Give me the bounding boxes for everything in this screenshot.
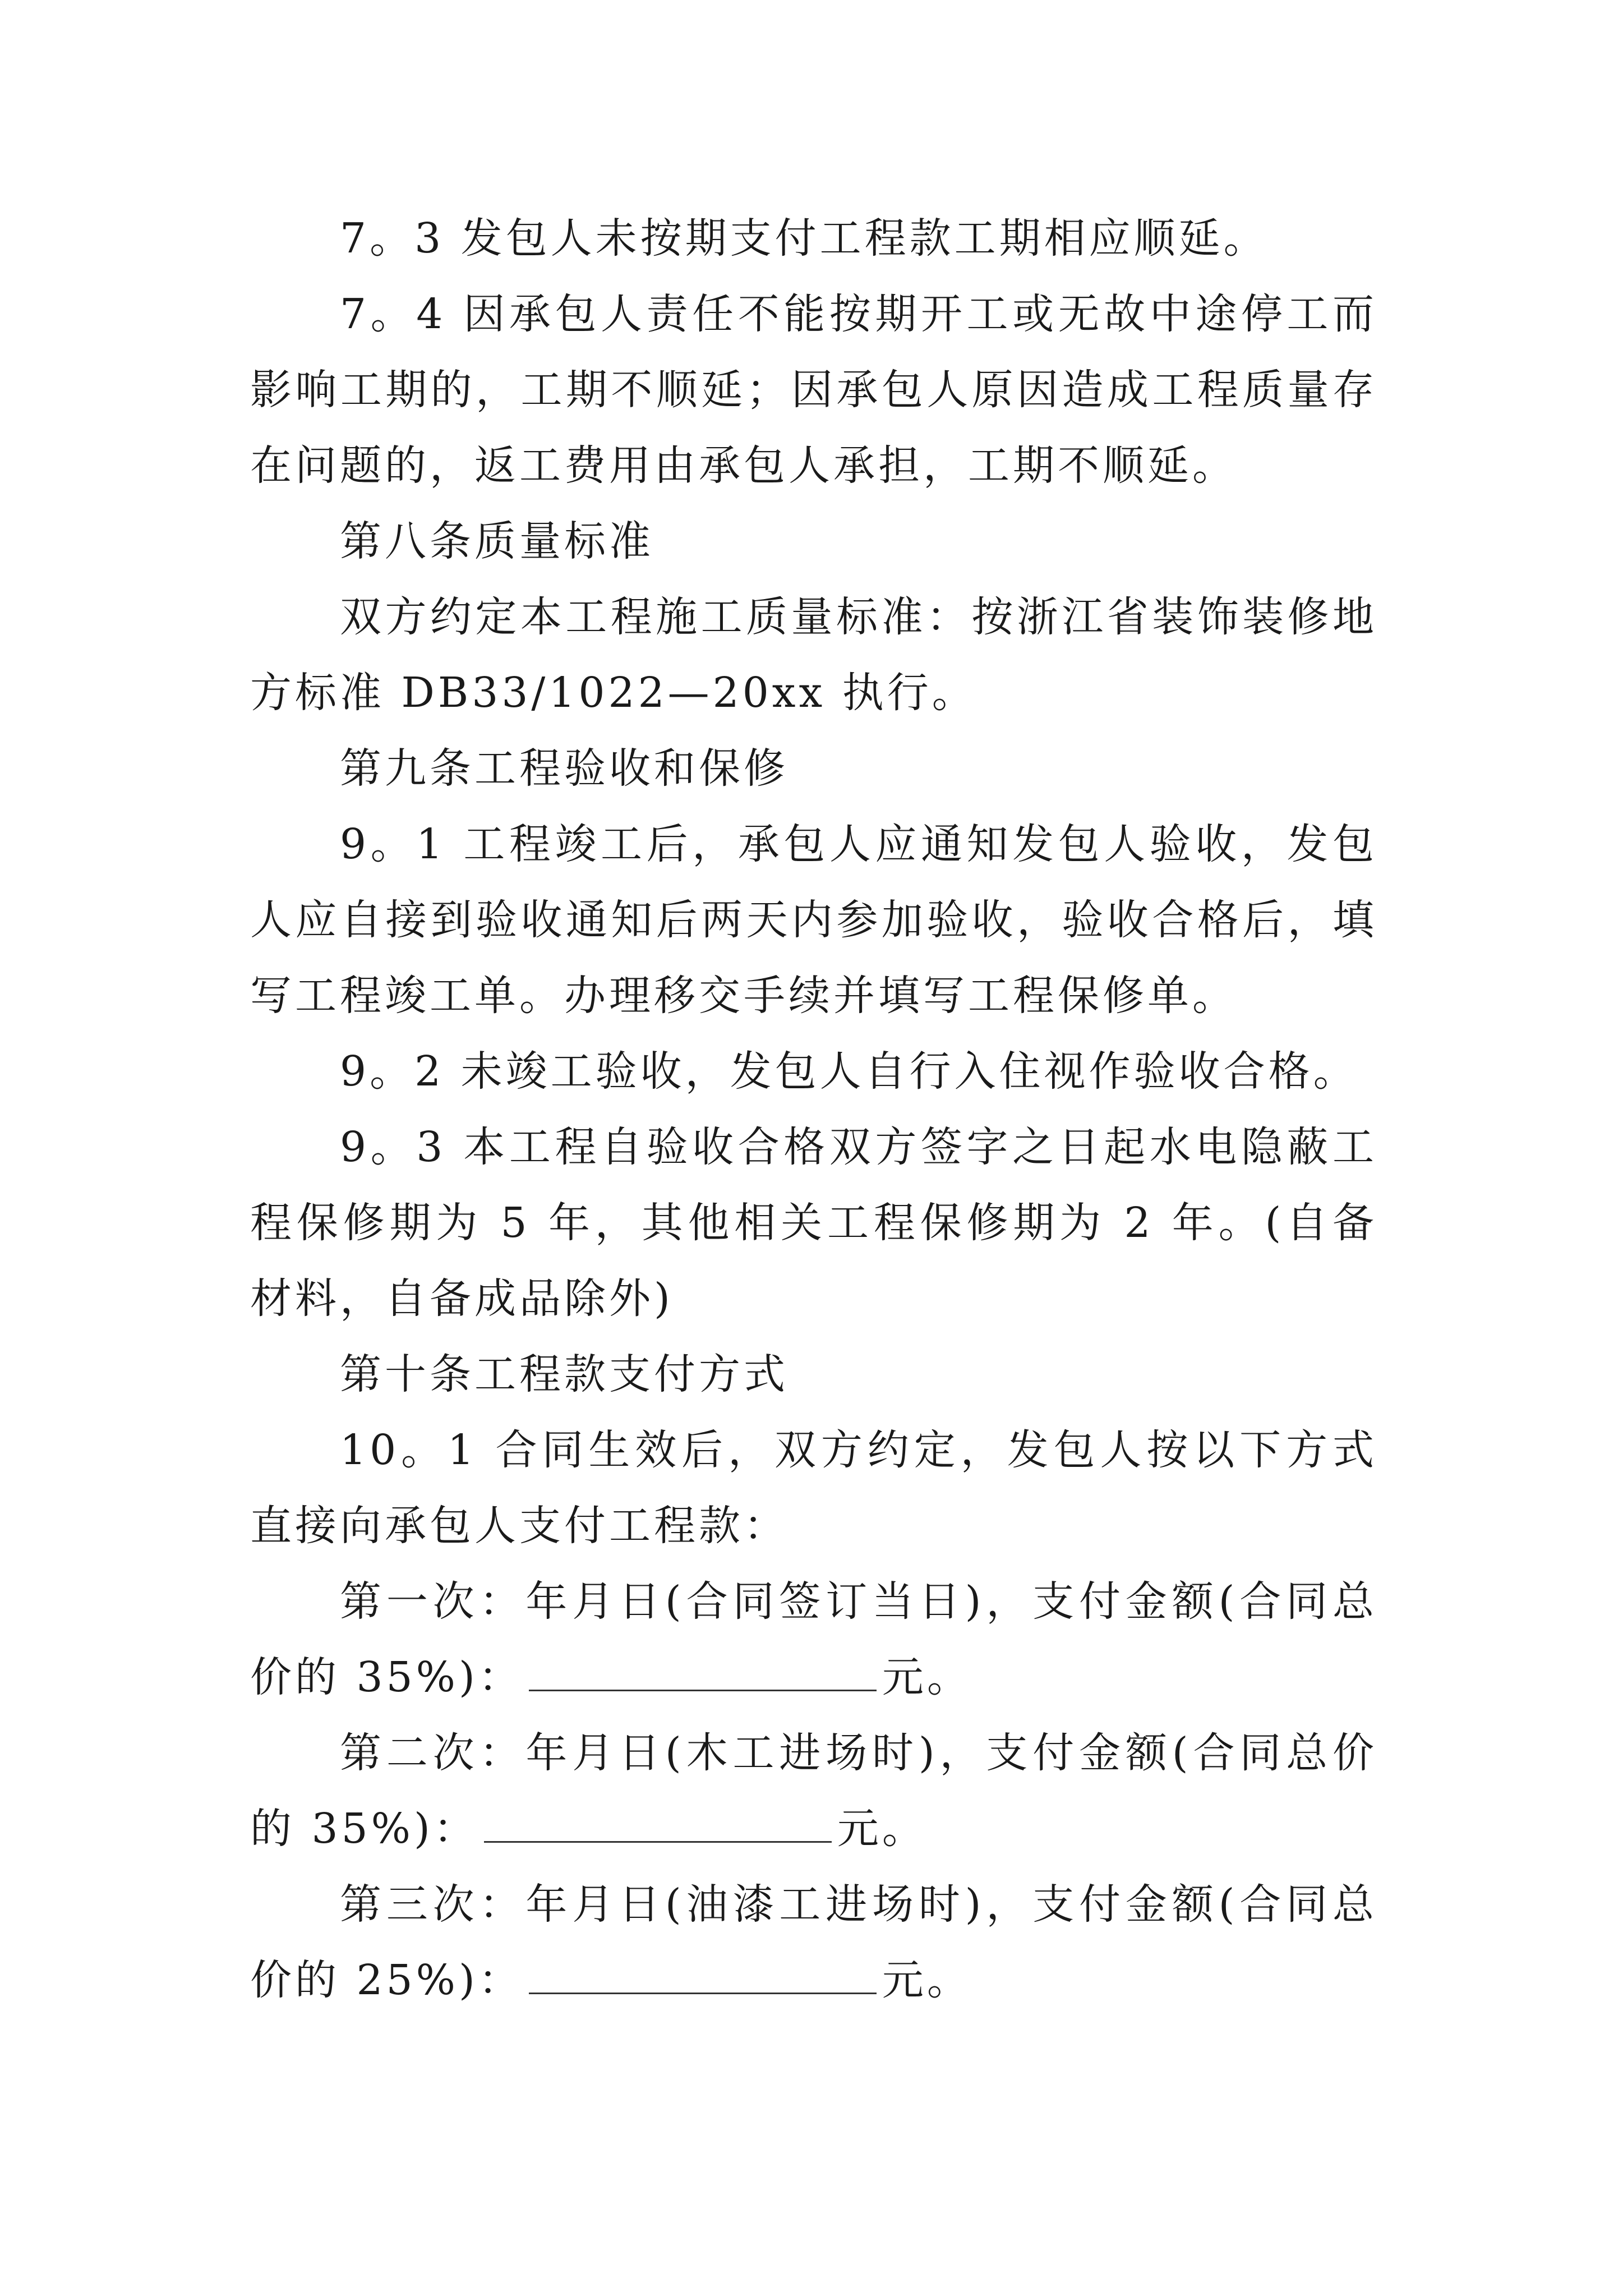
article-8-heading: 第八条质量标准 — [340, 517, 654, 565]
payment-third — [250, 1867, 1377, 2018]
payment-third-label: 第三次：年月日(油漆工进场时)，支付金额(合同总价的 25%)： — [250, 1880, 1377, 2004]
payment-second-suffix: 元。 — [837, 1805, 927, 1853]
payment-first-amount-blank — [529, 1650, 877, 1691]
article-8-body: 双方约定本工程施工质量标准：按浙江省装饰装修地方标准 DB33/1022—20xx 执行。 — [250, 593, 1377, 717]
clause-9-3: 9。3 本工程自验收合格双方签字之日起水电隐蔽工程保修期为 5 年，其他相关工程保修期为 2 年。(自备材料，自备成品除外) — [250, 1123, 1377, 1323]
clause-9-2: 9。2 未竣工验收，发包人自行入住视作验收合格。 — [340, 1047, 1358, 1096]
payment-second-amount-blank — [484, 1802, 832, 1843]
clause-7-4: 7。4 因承包人责任不能按期开工或无故中途停工而影响工期的，工期不顺延；因承包人原因造成工程质量存在问题的，返工费用由承包人承担，工期不顺延。 — [250, 290, 1377, 490]
payment-second-label: 第二次：年月日(木工进场时)，支付金额(合同总价的 35%)： — [250, 1729, 1377, 1853]
clause-7-3: 7。3 发包人未按期支付工程款工期相应顺延。 — [340, 214, 1269, 263]
clause-10-1: 10。1 合同生效后，双方约定，发包人按以下方式直接向承包人支付工程款： — [250, 1426, 1377, 1550]
payment-third-amount-blank — [529, 1953, 877, 1994]
article-9-heading: 第九条工程验收和保修 — [340, 744, 789, 793]
payment-second — [250, 1715, 1377, 1867]
payment-third-suffix: 元。 — [882, 1956, 972, 2004]
document-page — [250, 201, 1377, 2018]
clause-9-1: 9。1 工程竣工后，承包人应通知发包人验收，发包人应自接到验收通知后两天内参加验收，验收合格后，填写工程竣工单。办理移交手续并填写工程保修单。 — [250, 820, 1377, 1020]
article-10-heading: 第十条工程款支付方式 — [340, 1350, 789, 1398]
payment-first-suffix: 元。 — [882, 1653, 972, 1701]
payment-first — [250, 1564, 1377, 1715]
payment-first-label: 第一次：年月日(合同签订当日)，支付金额(合同总价的 35%)： — [250, 1577, 1377, 1701]
